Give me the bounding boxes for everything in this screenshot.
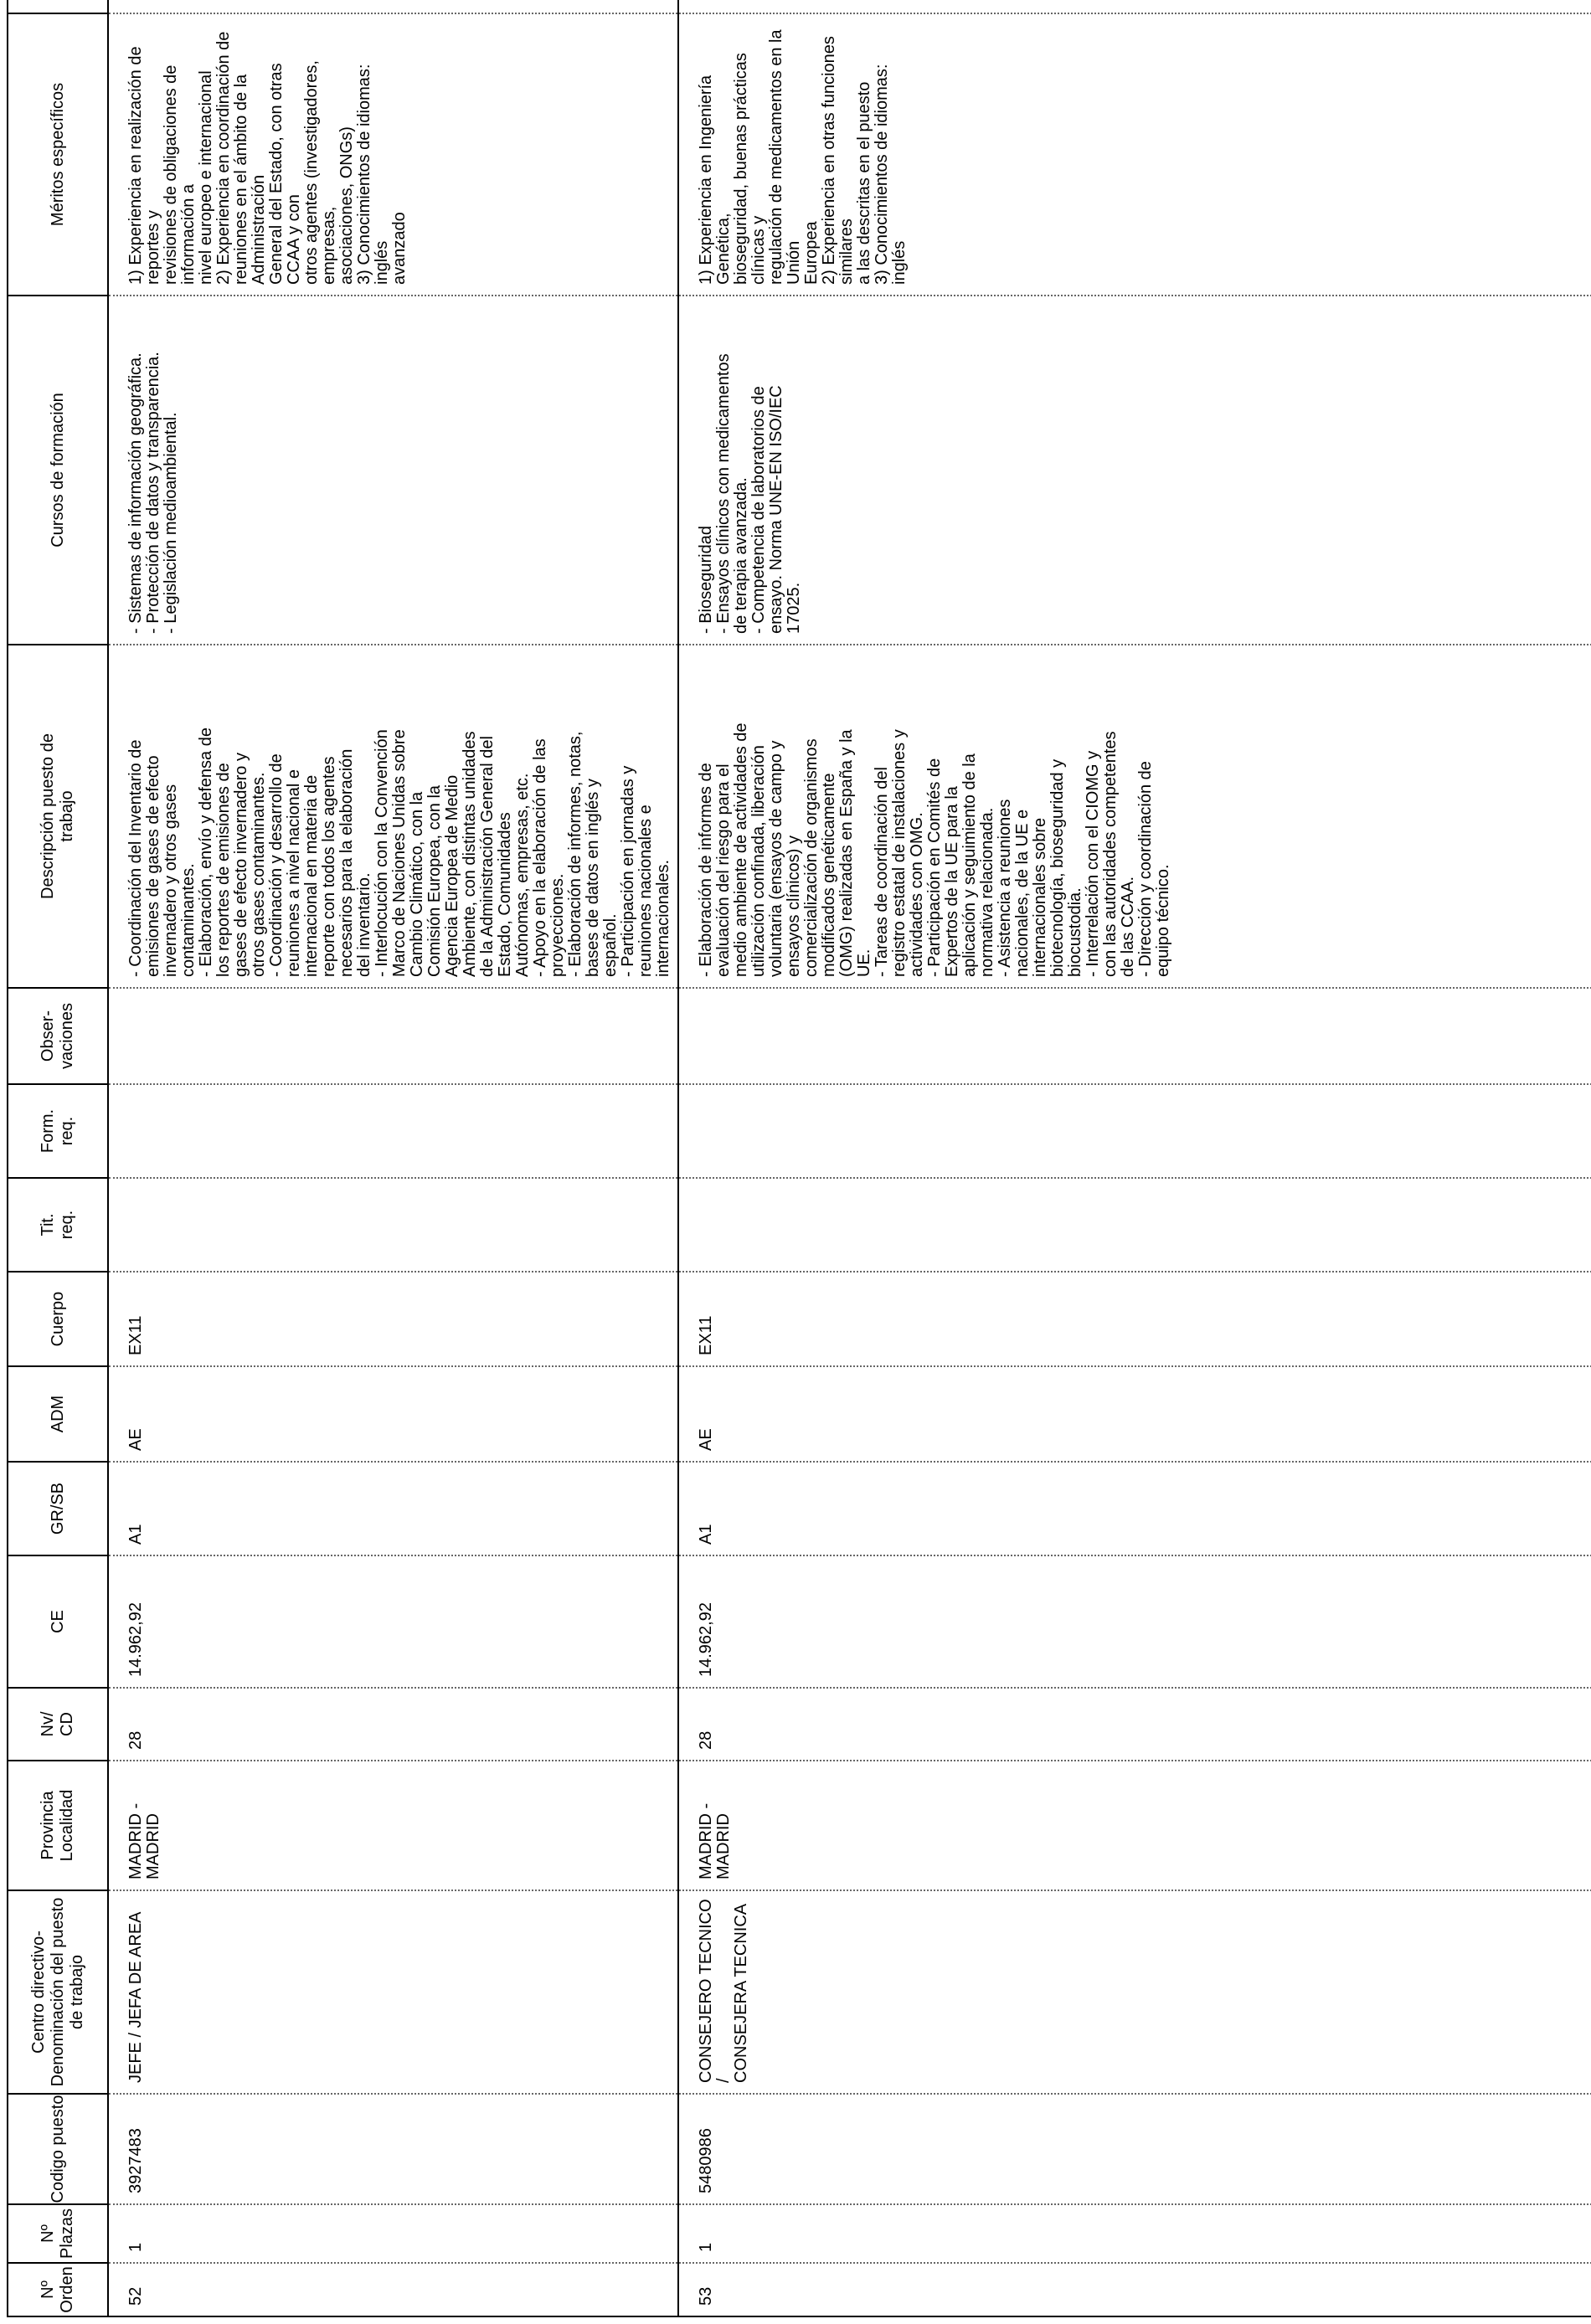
cell-descripcion: - Coordinación del Inventario de emisiones de gases de efecto invernadero y otros gases contaminantes. - Elaboración, envío y defensa de los reportes de emisiones de gases de efecto invernadero y otros gases contaminantes. - Coordinación y desarrollo de reuniones a nivel nacional e internacional en materia de reporte con todos los agentes necesarios para la elaboración del inventario. - Interlocución con la Convención Marco de Naciones Unidas sobre Cambio Climático, con la Comisión Europea, con la Agencia Europea de Medio Ambiente, con distintas unidades de la Administración General del Estado, Comunidades Autónomas, empresas, etc. - Apoyo en la elaboración de las proyecciones. - Elaboración de informes, notas, bases de datos en inglés y español. - Participación en jornadas y reuniones nacionales e internacionales.: [108, 645, 678, 988]
header-formacion: Form. req.: [8, 1084, 108, 1178]
header-titulacion: Tit. req.: [8, 1178, 108, 1272]
header-observaciones: Obser- vaciones: [8, 988, 108, 1084]
job-listing-table: [7, 0, 1591, 2317]
header-max: [8, 0, 108, 13]
header-cuerpo: Cuerpo: [8, 1272, 108, 1366]
cell-nivel: 28: [108, 1688, 678, 1761]
header-ce: CE: [8, 1555, 108, 1688]
cell-ce: 14.962,92: [108, 1555, 678, 1688]
cell-meritos: 1) Experiencia en realización de reportes y revisiones de obligaciones de información a nivel europeo e internacional 2) Experiencia en coordinación de reuniones en el ámbito de la Administración General del Estado, con otras CCAA y con otros agentes (investigadores, empresas, asociaciones, ONGs) 3) Conocimientos de idiomas: inglés avanzado: [108, 13, 678, 296]
cell-grupo: A1: [108, 1462, 678, 1555]
header-centro: Centro directivo- Denominación del puesto de trabajo: [8, 1890, 108, 2094]
cell-adm: AE: [678, 1366, 1591, 1462]
cell-max: [678, 0, 1591, 13]
header-grupo: GR/SB: [8, 1462, 108, 1555]
cell-cuerpo: EX11: [678, 1272, 1591, 1366]
header-codigo: Codigo puesto: [8, 2094, 108, 2204]
cell-formacion: [108, 1084, 678, 1178]
header-cursos: Cursos de formación: [8, 296, 108, 645]
cell-meritos: 1) Experiencia en Ingeniería Genética, bioseguridad, buenas prácticas clínicas y regulación de medicamentos en la Unión Europea 2) Experiencia en otras funciones similares a las descritas en el puesto 3) Conocimientos de idiomas: inglés: [678, 13, 1591, 296]
cell-nivel: 28: [678, 1688, 1591, 1761]
cell-ce: 14.962,92: [678, 1555, 1591, 1688]
header-meritos: Méritos específicos: [8, 13, 108, 296]
table-row: [108, 0, 678, 2316]
cell-cursos: - Bioseguridad - Ensayos clínicos con medicamentos de terapia avanzada. - Competencia de laboratorios de ensayo. Norma UNE-EN ISO/IEC 17025.: [678, 296, 1591, 645]
table-row: [678, 0, 1591, 2316]
header-descripcion: Descripción puesto de trabajo: [8, 645, 108, 988]
cell-provincia: MADRID - MADRID: [108, 1761, 678, 1890]
cell-centro: CONSEJERO TECNICO / CONSEJERA TECNICA: [678, 1890, 1591, 2094]
cell-adm: AE: [108, 1366, 678, 1462]
header-orden: Nº Orden: [8, 2263, 108, 2316]
cell-provincia: MADRID - MADRID: [678, 1761, 1591, 1890]
cell-cursos: - Sistemas de información geográfica. - Protección de datos y transparencia. - Legislación medioambiental.: [108, 296, 678, 645]
cell-titulacion: [108, 1178, 678, 1272]
header-row: [8, 0, 108, 2316]
cell-plazas: 1: [678, 2204, 1591, 2263]
cell-titulacion: [678, 1178, 1591, 1272]
cell-centro: JEFE / JEFA DE AREA: [108, 1890, 678, 2094]
header-provincia: Provincia Localidad: [8, 1761, 108, 1890]
cell-orden: 52: [108, 2263, 678, 2316]
cell-descripcion: - Elaboración de informes de evaluación del riesgo para el medio ambiente de actividades de utilización confinada, liberación voluntaria (ensayos de campo y ensayos clínicos) y comercialización de organismos modificados genéticamente (OMG) realizadas en España y la UE. - Tareas de coordinación del registro estatal de instalaciones y actividades con OMG. - Participación en Comités de Expertos de la UE para la aplicación y seguimiento de la normativa relacionada. - Asistencia a reuniones nacionales, de la UE e internacionales sobre biotecnología, bioseguridad y biocustodia. - Interrelación con el CIOMG y con las autoridades competentes de las CCAA. - Dirección y coordinación de equipo técnico.: [678, 645, 1591, 988]
cell-formacion: [678, 1084, 1591, 1178]
cell-codigo: 5480986: [678, 2094, 1591, 2204]
header-plazas: Nº Plazas: [8, 2204, 108, 2263]
job-listing-table-rotated: [0, 3, 1583, 2324]
cell-grupo: A1: [678, 1462, 1591, 1555]
cell-observaciones: [678, 988, 1591, 1084]
cell-max: [108, 0, 678, 13]
cell-orden: 53: [678, 2263, 1591, 2316]
header-nivel: Nv/ CD: [8, 1688, 108, 1761]
cell-cuerpo: EX11: [108, 1272, 678, 1366]
cell-codigo: 3927483: [108, 2094, 678, 2204]
header-adm: ADM: [8, 1366, 108, 1462]
cell-plazas: 1: [108, 2204, 678, 2263]
cell-observaciones: [108, 988, 678, 1084]
